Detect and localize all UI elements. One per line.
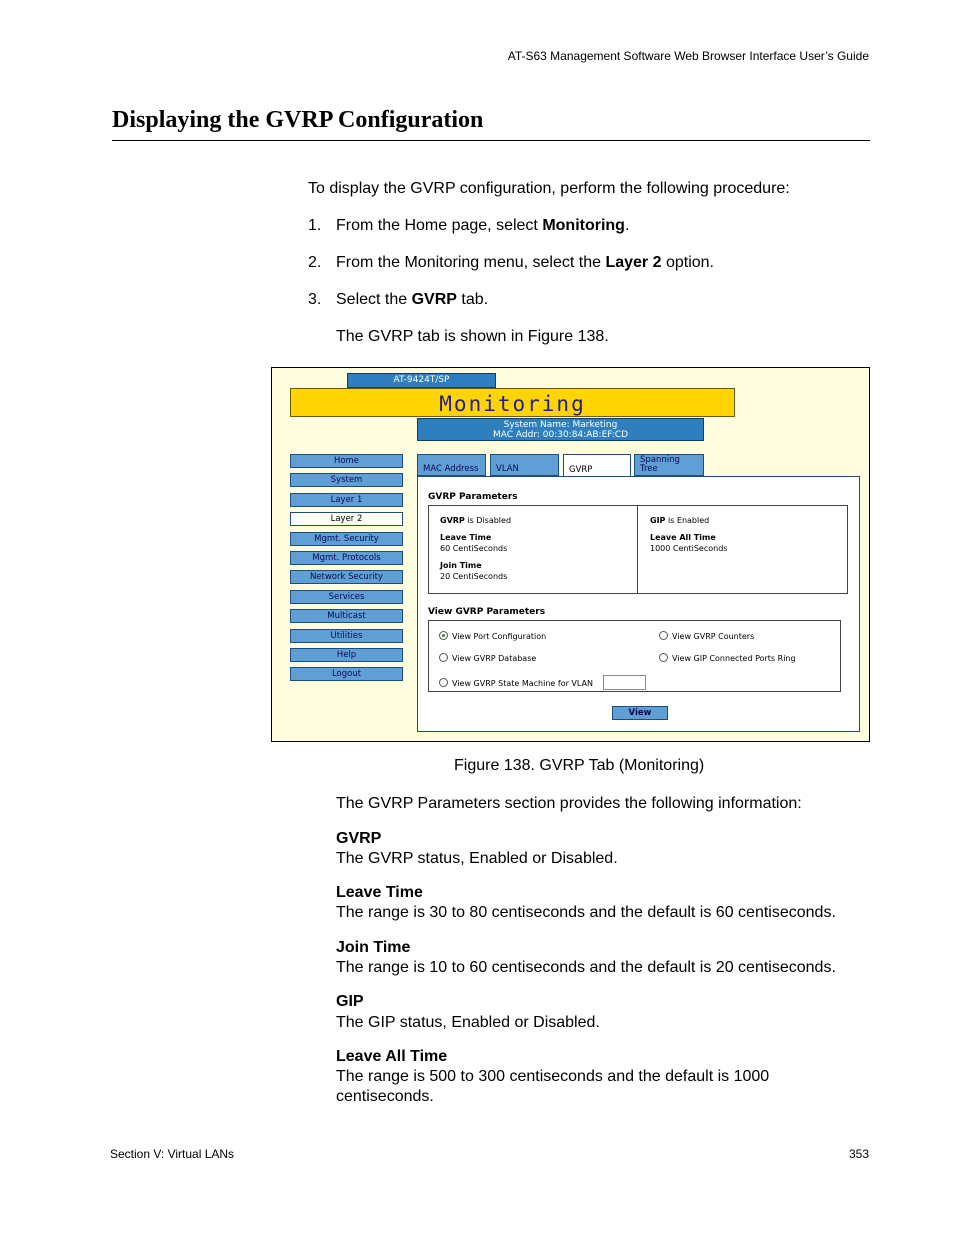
option-label: View GVRP Counters [672,632,755,641]
tab-vlan[interactable]: VLAN [490,454,559,476]
radio-view-port-configuration[interactable] [439,631,546,641]
intro-paragraph: To display the GVRP configuration, perform the following procedure: [308,180,790,197]
step-number: 1. [308,217,322,234]
system-info-box [417,418,704,441]
radio-selected-icon[interactable] [439,631,448,640]
page-number: 353 [848,1147,869,1161]
nav-logout-button[interactable]: Logout [290,667,403,681]
step-text: Select the [336,291,412,308]
gvrp-parameters-box [428,505,848,594]
gvrp-panel [417,476,860,732]
nav-network-security-button[interactable]: Network Security [290,570,403,584]
sidebar-nav [290,454,403,687]
hostname-label: AT-9424T/SP [347,373,496,388]
gvrp-label: GVRP [440,516,465,525]
nav-multicast-button[interactable]: Multicast [290,609,403,623]
step-text-end: option. [661,254,714,271]
definition-gvrp: The GVRP status, Enabled or Disabled. [336,850,618,867]
radio-icon[interactable] [659,631,668,640]
option-label: View Port Configuration [452,632,547,641]
tab-gvrp[interactable]: GVRP [563,454,631,477]
gvrp-value: is Disabled [467,516,512,525]
radio-icon[interactable] [439,678,448,687]
step-text: From the Home page, select [336,217,543,234]
nav-services-button[interactable]: Services [290,590,403,604]
gip-value: is Enabled [667,516,710,525]
radio-icon[interactable] [659,653,668,662]
monitoring-banner [290,388,735,417]
step-1 [308,216,629,236]
view-gvrp-parameters-heading: View GVRP Parameters [428,607,546,617]
figure-caption: Figure 138. GVRP Tab (Monitoring) [454,757,705,774]
nav-layer2-button[interactable]: Layer 2 [290,512,403,526]
definition-leave-time: The range is 30 to 80 centiseconds and the default is 60 centiseconds. [336,904,836,921]
step-bold: GVRP [411,291,457,308]
nav-mgmt-security-button[interactable]: Mgmt. Security [290,532,403,546]
nav-system-button[interactable]: System [290,473,403,487]
banner-title: Monitoring [439,392,586,416]
radio-view-gip-connected-ports-ring[interactable] [659,653,796,663]
term-gvrp: GVRP [336,830,382,847]
system-name: System Name: Marketing [503,420,618,430]
step-text: From the Monitoring menu, select the [336,254,606,271]
footer-section: Section V: Virtual LANs [110,1147,235,1161]
term-leave-time: Leave Time [336,884,423,901]
join-time-label: Join Time [440,561,482,570]
gip-status [650,516,709,525]
step-2 [308,253,714,273]
step-number: 3. [308,291,322,308]
step-number: 2. [308,254,322,271]
mac-address: MAC Addr: 00:30:84:AB:EF:CD [493,430,628,440]
leave-time-label: Leave Time [440,533,492,542]
nav-mgmt-protocols-button[interactable]: Mgmt. Protocols [290,551,403,565]
vlan-input[interactable] [603,675,646,690]
option-label: View GVRP Database [452,654,537,663]
step-text-end: tab. [456,291,489,308]
gvrp-status [440,516,511,525]
nav-help-button[interactable]: Help [290,648,403,662]
section-title: Displaying the GVRP Configuration [112,107,484,133]
leave-all-time-label: Leave All Time [650,533,716,542]
term-join-time: Join Time [336,939,411,956]
view-button[interactable]: View [612,706,668,720]
radio-icon[interactable] [439,653,448,662]
gip-label: GIP [650,516,666,525]
step-3 [308,290,488,310]
definition-leave-all-time: The range is 500 to 300 centiseconds and the default is 1000 centiseconds. [336,1068,770,1105]
tab-spanning-tree[interactable]: Spanning Tree [634,454,704,476]
nav-utilities-button[interactable]: Utilities [290,629,403,643]
params-divider [637,506,638,593]
term-leave-all-time: Leave All Time [336,1048,448,1065]
radio-view-gvrp-state-machine[interactable] [439,678,593,688]
radio-view-gvrp-counters[interactable] [659,631,754,641]
tab-bar [417,454,859,476]
description-intro: The GVRP Parameters section provides the following information: [336,795,802,812]
gvrp-parameters-heading: GVRP Parameters [428,492,518,502]
step-text-end: . [624,217,630,234]
option-label: View GIP Connected Ports Ring [672,654,796,663]
gvrp-tab-figure [271,367,870,742]
nav-layer1-button[interactable]: Layer 1 [290,493,403,507]
step-bold: Layer 2 [605,254,662,271]
definition-gip: The GIP status, Enabled or Disabled. [336,1014,600,1031]
step-note: The GVRP tab is shown in Figure 138. [336,328,609,345]
term-gip: GIP [336,993,364,1010]
leave-time-value: 60 CentiSeconds [440,544,508,553]
nav-home-button[interactable]: Home [290,454,403,468]
title-rule [112,140,870,141]
leave-all-time-value: 1000 CentiSeconds [650,544,728,553]
join-time-value: 20 CentiSeconds [440,572,508,581]
running-header: AT-S63 Management Software Web Browser Interface User’s Guide [507,49,869,63]
view-options-box [428,620,841,692]
tab-mac-address[interactable]: MAC Address [417,454,486,476]
radio-view-gvrp-database[interactable] [439,653,536,663]
option-label: View GVRP State Machine for VLAN [452,679,593,688]
step-bold: Monitoring [542,217,625,234]
definition-join-time: The range is 10 to 60 centiseconds and the default is 20 centiseconds. [336,959,836,976]
